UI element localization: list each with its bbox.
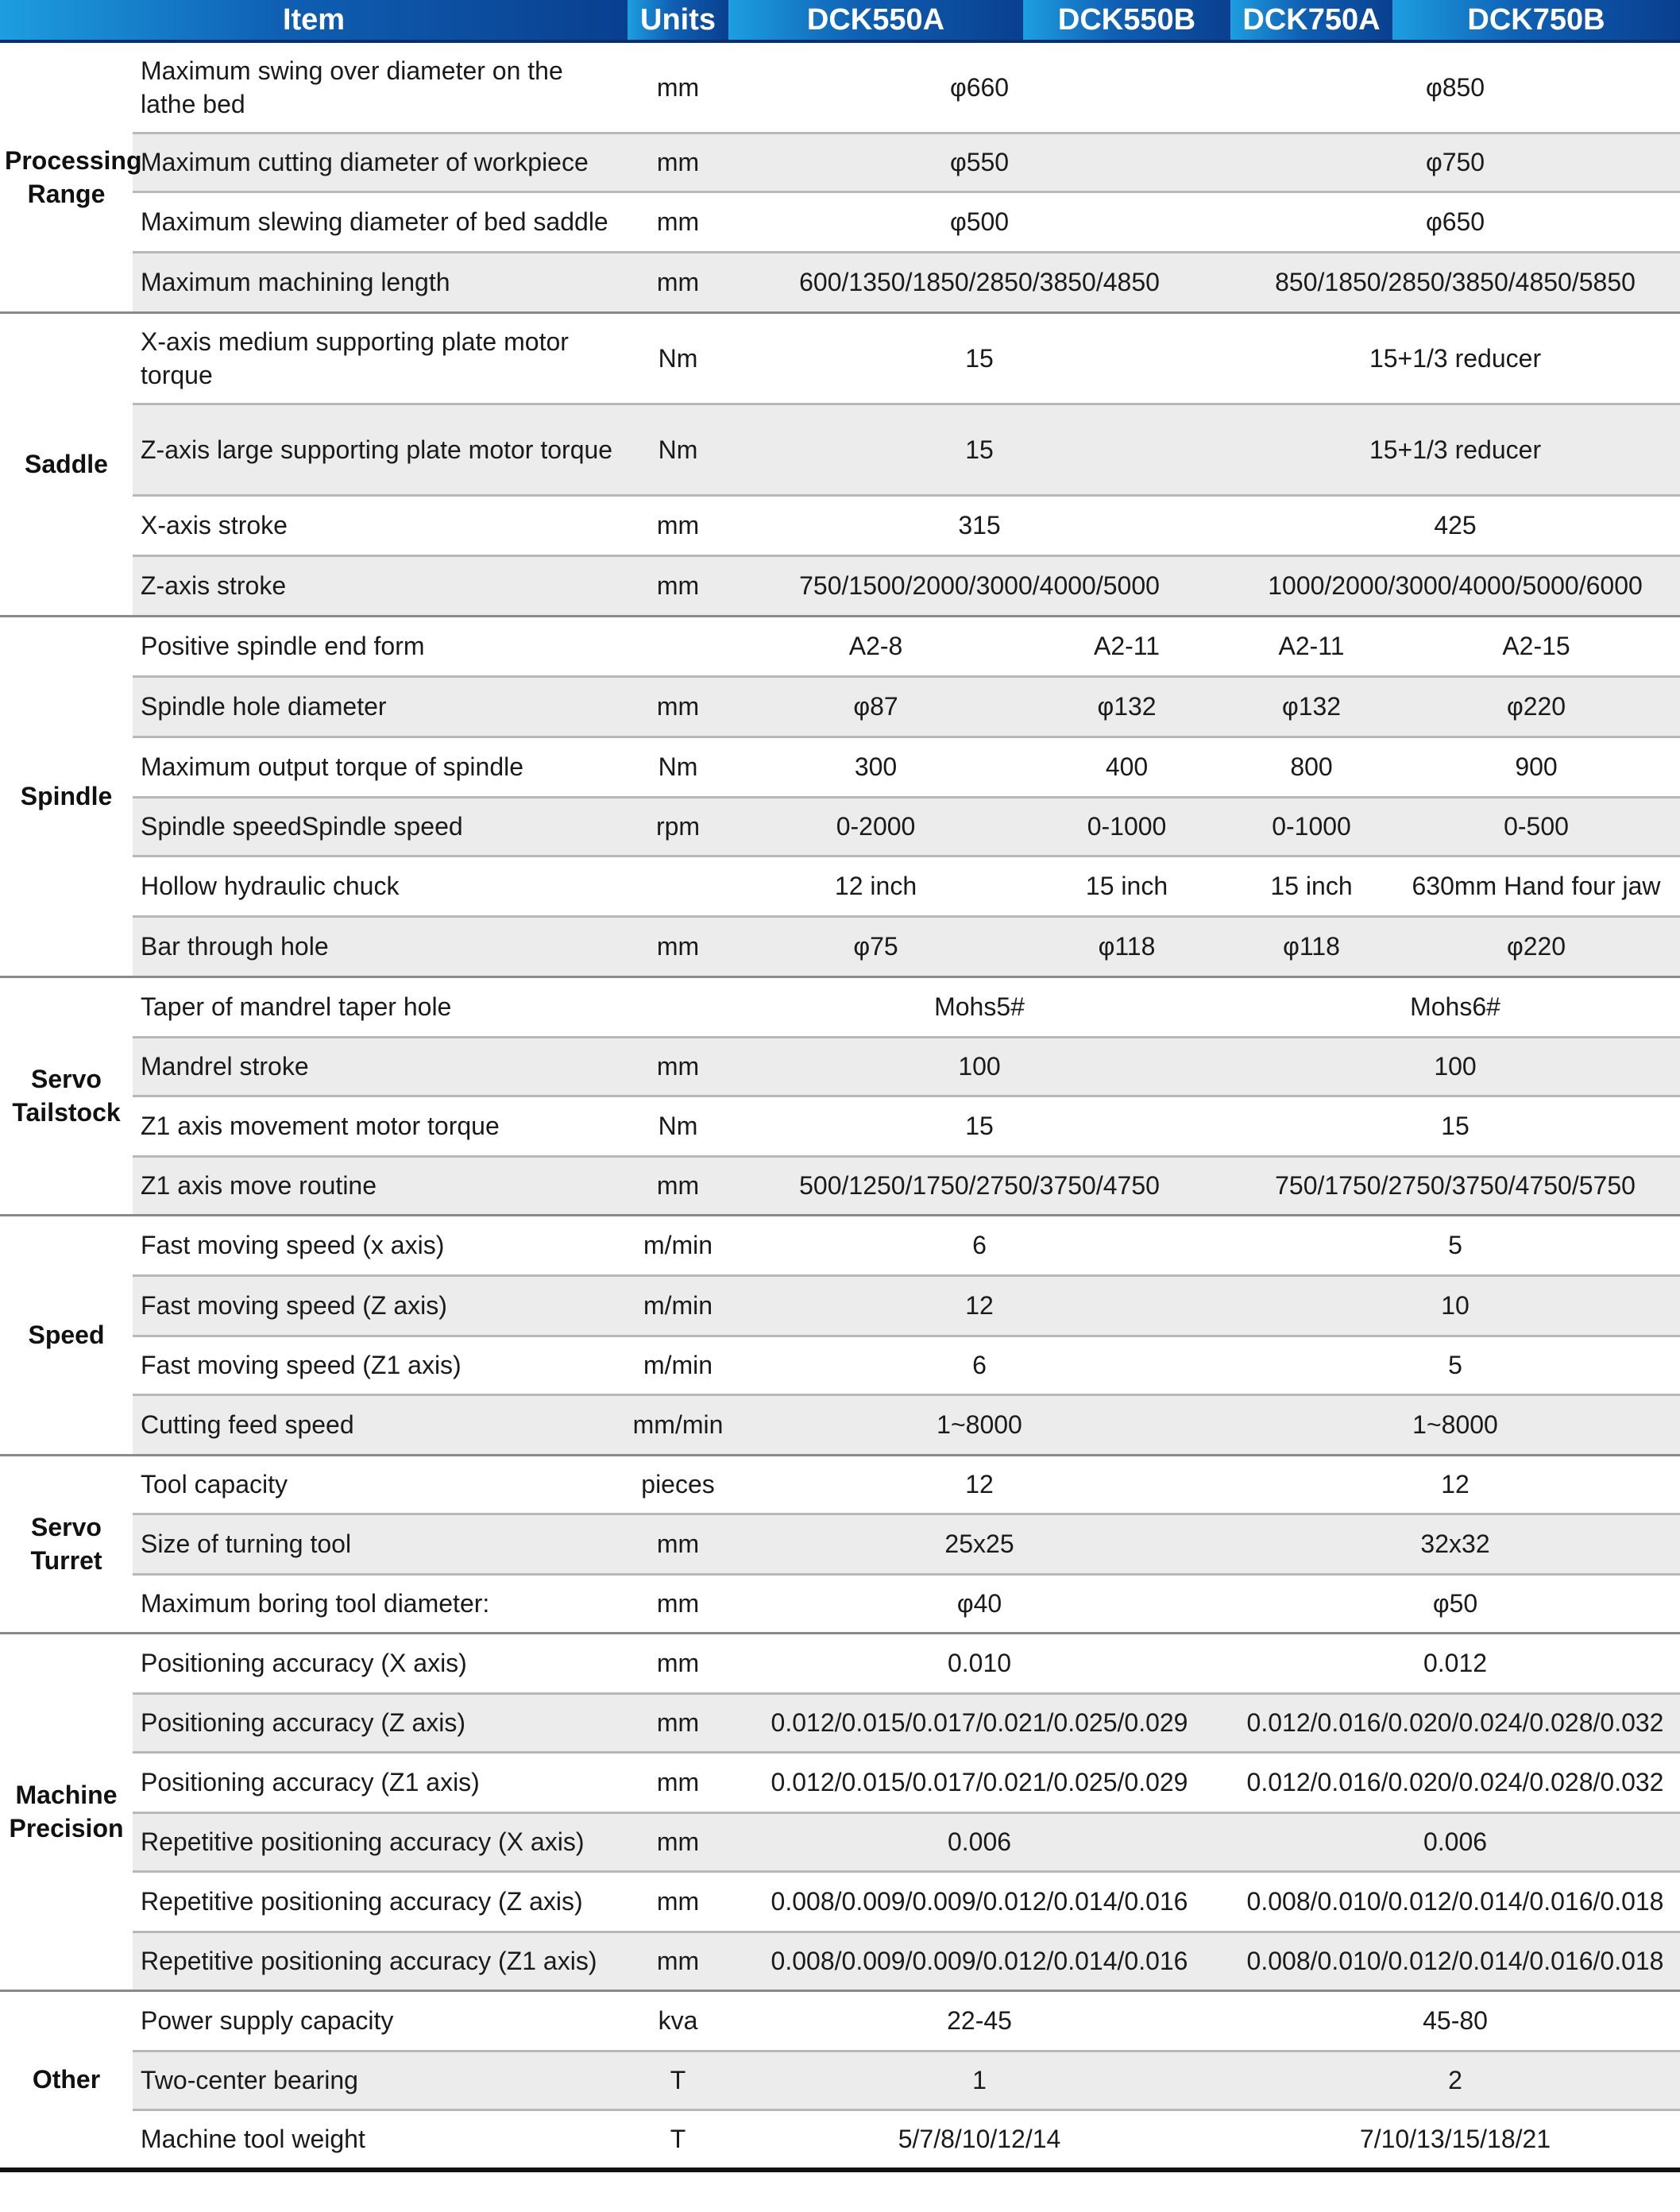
table-header bbox=[0, 0, 1680, 41]
unit-cell: mm bbox=[628, 1156, 728, 1215]
value-cell: 0.012/0.015/0.017/0.021/0.025/0.029 bbox=[728, 1752, 1230, 1812]
item-name: Taper of mandrel taper hole bbox=[133, 976, 628, 1037]
item-name: Fast moving speed (Z1 axis) bbox=[133, 1336, 628, 1394]
value-cell: Mohs5# bbox=[728, 976, 1230, 1037]
unit-cell bbox=[628, 976, 728, 1037]
value-cell: 300 bbox=[728, 737, 1023, 797]
value-cell: 750/1500/2000/3000/4000/5000 bbox=[728, 555, 1230, 616]
item-name: Bar through hole bbox=[133, 916, 628, 976]
item-name: Positioning accuracy (X axis) bbox=[133, 1633, 628, 1693]
table-row bbox=[0, 1156, 1680, 1215]
unit-cell: mm bbox=[628, 133, 728, 191]
item-name: Maximum output torque of spindle bbox=[133, 737, 628, 797]
header-model-dck550a: DCK550A bbox=[728, 0, 1023, 41]
value-cell: 0.012 bbox=[1230, 1633, 1680, 1693]
unit-cell: mm bbox=[628, 191, 728, 252]
unit-cell: T bbox=[628, 2051, 728, 2110]
value-cell: 15 bbox=[728, 404, 1230, 495]
value-cell: 400 bbox=[1023, 737, 1230, 797]
value-cell: φ220 bbox=[1392, 916, 1680, 976]
item-name: Repetitive positioning accuracy (X axis) bbox=[133, 1812, 628, 1871]
value-cell: 6 bbox=[728, 1215, 1230, 1275]
unit-cell: mm bbox=[628, 1871, 728, 1932]
value-cell: 5 bbox=[1230, 1336, 1680, 1394]
item-name: Repetitive positioning accuracy (Z1 axis) bbox=[133, 1932, 628, 1990]
table-row bbox=[0, 1871, 1680, 1932]
table-row bbox=[0, 2110, 1680, 2170]
value-cell: 800 bbox=[1230, 737, 1392, 797]
value-cell: φ40 bbox=[956, 1589, 1002, 1618]
value-cell: φ550 bbox=[728, 133, 1230, 191]
unit-cell: mm/min bbox=[628, 1394, 728, 1455]
value-cell: 15 bbox=[1230, 1096, 1680, 1156]
value-cell: 1 bbox=[728, 2051, 1230, 2110]
table-row bbox=[0, 555, 1680, 616]
category-label: Servo Tailstock bbox=[0, 976, 133, 1215]
group-4 bbox=[0, 1215, 1680, 1455]
table-row bbox=[0, 1514, 1680, 1574]
value-cell: 600/1350/1850/2850/3850/4850 bbox=[728, 252, 1230, 312]
table-row bbox=[0, 616, 1680, 676]
unit-cell: mm bbox=[628, 1812, 728, 1871]
value-cell: 15+1/3 reducer bbox=[1230, 312, 1680, 404]
item-name: Maximum swing over diameter on the lathe bed bbox=[133, 41, 628, 133]
value-cell: 15 bbox=[728, 1096, 1230, 1156]
value-cell: φ118 bbox=[1230, 916, 1392, 976]
value-cell: φ660 bbox=[728, 41, 1230, 133]
value-cell: 0.008/0.010/0.012/0.014/0.016/0.018 bbox=[1230, 1932, 1680, 1990]
value-cell: 0.008/0.010/0.012/0.014/0.016/0.018 bbox=[1230, 1871, 1680, 1932]
item-name: Maximum machining length bbox=[133, 252, 628, 312]
table-row bbox=[0, 1633, 1680, 1693]
item-name: Positioning accuracy (Z axis) bbox=[133, 1693, 628, 1752]
value-cell: 750/1750/2750/3750/4750/5750 bbox=[1230, 1156, 1680, 1215]
item-name: Two-center bearing bbox=[133, 2051, 628, 2110]
unit-cell: mm bbox=[628, 1752, 728, 1812]
value-cell: 15 inch bbox=[1023, 856, 1230, 916]
table-row bbox=[0, 1932, 1680, 1990]
table-row bbox=[0, 312, 1680, 404]
group-0 bbox=[0, 41, 1680, 312]
value-cell: 425 bbox=[1230, 495, 1680, 555]
category-label: Servo Turret bbox=[0, 1455, 133, 1633]
value-cell: 630mm Hand four jaw bbox=[1392, 856, 1680, 916]
value-cell: A2-8 bbox=[728, 616, 1023, 676]
value-cell: 0.010 bbox=[728, 1633, 1230, 1693]
table-row bbox=[0, 2051, 1680, 2110]
item-name: Positive spindle end form bbox=[133, 616, 628, 676]
table-row bbox=[0, 1455, 1680, 1514]
value-cell: A2-11 bbox=[1023, 616, 1230, 676]
unit-cell: pieces bbox=[628, 1455, 728, 1514]
value-cell: 15 inch bbox=[1230, 856, 1392, 916]
value-cell: 0-2000 bbox=[728, 797, 1023, 856]
value-cell: φ500 bbox=[728, 191, 1230, 252]
table-row bbox=[0, 797, 1680, 856]
unit-cell: m/min bbox=[628, 1275, 728, 1336]
unit-cell: mm bbox=[628, 252, 728, 312]
table-row bbox=[0, 1394, 1680, 1455]
unit-cell: Nm bbox=[628, 404, 728, 495]
value-cell: 15 bbox=[728, 312, 1230, 404]
unit-cell: mm bbox=[628, 555, 728, 616]
value-cell: φ850 bbox=[1230, 41, 1680, 133]
unit-cell: mm bbox=[628, 41, 728, 133]
value-cell: 12 bbox=[728, 1275, 1230, 1336]
value-cell: 45-80 bbox=[1230, 1990, 1680, 2051]
unit-cell: m/min bbox=[628, 1336, 728, 1394]
value-cell: 0.008/0.009/0.009/0.012/0.014/0.016 bbox=[728, 1871, 1230, 1932]
unit-cell: mm bbox=[628, 1037, 728, 1096]
value-cell: 1~8000 bbox=[1230, 1394, 1680, 1455]
value-cell: 850/1850/2850/3850/4850/5850 bbox=[1230, 252, 1680, 312]
table-row bbox=[0, 1752, 1680, 1812]
value-cell: 2 bbox=[1230, 2051, 1680, 2110]
value-cell: 12 bbox=[1230, 1455, 1680, 1514]
table-row bbox=[0, 737, 1680, 797]
value-cell: 0.012/0.016/0.020/0.024/0.028/0.032 bbox=[1230, 1752, 1680, 1812]
value-cell: 22-45 bbox=[728, 1990, 1230, 2051]
unit-cell: mm bbox=[628, 1693, 728, 1752]
unit-cell: T bbox=[670, 2125, 686, 2154]
value-cell: 900 bbox=[1392, 737, 1680, 797]
category-label: Spindle bbox=[0, 616, 133, 976]
table-row bbox=[0, 916, 1680, 976]
value-cell: φ132 bbox=[1230, 676, 1392, 737]
header-model-dck750b: DCK750B bbox=[1392, 0, 1680, 41]
item-name: Z1 axis move routine bbox=[133, 1156, 628, 1215]
item-name: Fast moving speed (x axis) bbox=[133, 1215, 628, 1275]
header-item: Item bbox=[0, 0, 628, 41]
value-cell: φ220 bbox=[1392, 676, 1680, 737]
table-row bbox=[0, 1336, 1680, 1394]
header-model-dck750a: DCK750A bbox=[1230, 0, 1392, 41]
unit-cell: m/min bbox=[628, 1215, 728, 1275]
value-cell: 0-1000 bbox=[1023, 797, 1230, 856]
value-cell: 32x32 bbox=[1230, 1514, 1680, 1574]
table-row bbox=[0, 191, 1680, 252]
table-row bbox=[0, 404, 1680, 495]
value-cell: 315 bbox=[728, 495, 1230, 555]
category-label: Processing Range bbox=[0, 41, 133, 312]
item-name: Z-axis large supporting plate motor torque bbox=[133, 404, 628, 495]
item-name: Z1 axis movement motor torque bbox=[133, 1096, 628, 1156]
value-cell: 12 bbox=[728, 1455, 1230, 1514]
value-cell: 12 inch bbox=[728, 856, 1023, 916]
table-row bbox=[0, 1812, 1680, 1871]
unit-cell: Nm bbox=[628, 312, 728, 404]
unit-cell bbox=[628, 616, 728, 676]
item-name: Maximum boring tool diameter: bbox=[141, 1589, 490, 1618]
value-cell: φ118 bbox=[1023, 916, 1230, 976]
value-cell: 0-500 bbox=[1392, 797, 1680, 856]
value-cell: φ87 bbox=[728, 676, 1023, 737]
group-5 bbox=[0, 1455, 1680, 1633]
table-row bbox=[0, 1215, 1680, 1275]
table-row bbox=[0, 976, 1680, 1037]
table-row bbox=[0, 856, 1680, 916]
item-name: Spindle speedSpindle speed bbox=[133, 797, 628, 856]
item-name: X-axis medium supporting plate motor torque bbox=[133, 312, 628, 404]
unit-cell: Nm bbox=[628, 1096, 728, 1156]
category-label: Speed bbox=[0, 1215, 133, 1455]
unit-cell: mm bbox=[628, 495, 728, 555]
value-cell: 7/10/13/15/18/21 bbox=[1359, 2125, 1551, 2154]
table-row bbox=[0, 1096, 1680, 1156]
unit-cell: mm bbox=[656, 1589, 700, 1618]
value-cell: 100 bbox=[1230, 1037, 1680, 1096]
item-name: Mandrel stroke bbox=[133, 1037, 628, 1096]
value-cell: 0.012/0.015/0.017/0.021/0.025/0.029 bbox=[728, 1693, 1230, 1752]
table-row bbox=[0, 1693, 1680, 1752]
table-row bbox=[0, 676, 1680, 737]
table-row bbox=[0, 252, 1680, 312]
category-label: Saddle bbox=[0, 312, 133, 616]
value-cell: 0.006 bbox=[728, 1812, 1230, 1871]
unit-cell: mm bbox=[628, 676, 728, 737]
item-name: Machine tool weight bbox=[141, 2125, 365, 2154]
value-cell: 1~8000 bbox=[728, 1394, 1230, 1455]
value-cell: 0-1000 bbox=[1230, 797, 1392, 856]
group-3 bbox=[0, 976, 1680, 1215]
category-label: Machine Precision bbox=[0, 1633, 133, 1990]
unit-cell bbox=[628, 856, 728, 916]
value-cell: 25x25 bbox=[728, 1514, 1230, 1574]
unit-cell: kva bbox=[628, 1990, 728, 2051]
value-cell: φ75 bbox=[728, 916, 1023, 976]
item-name: Cutting feed speed bbox=[133, 1394, 628, 1455]
value-cell: 5/7/8/10/12/14 bbox=[898, 2125, 1061, 2154]
table-row bbox=[0, 495, 1680, 555]
value-cell: φ750 bbox=[1230, 133, 1680, 191]
item-name: Size of turning tool bbox=[133, 1514, 628, 1574]
value-cell: φ50 bbox=[1432, 1589, 1478, 1618]
unit-cell: mm bbox=[628, 916, 728, 976]
table-row bbox=[0, 1275, 1680, 1336]
value-cell: 0.008/0.009/0.009/0.012/0.014/0.016 bbox=[728, 1932, 1230, 1990]
unit-cell: rpm bbox=[628, 797, 728, 856]
value-cell: φ132 bbox=[1023, 676, 1230, 737]
value-cell: A2-11 bbox=[1230, 616, 1392, 676]
item-name: Spindle hole diameter bbox=[133, 676, 628, 737]
value-cell: φ650 bbox=[1230, 191, 1680, 252]
header-model-dck550b: DCK550B bbox=[1023, 0, 1230, 41]
group-1 bbox=[0, 312, 1680, 616]
value-cell: 15+1/3 reducer bbox=[1230, 404, 1680, 495]
value-cell: 100 bbox=[728, 1037, 1230, 1096]
group-6 bbox=[0, 1633, 1680, 1990]
header-row bbox=[0, 0, 1680, 41]
unit-cell: mm bbox=[628, 1514, 728, 1574]
value-cell: 10 bbox=[1230, 1275, 1680, 1336]
item-name: Tool capacity bbox=[133, 1455, 628, 1514]
value-cell: 5 bbox=[1230, 1215, 1680, 1275]
item-name: Hollow hydraulic chuck bbox=[133, 856, 628, 916]
item-name: Repetitive positioning accuracy (Z axis) bbox=[133, 1871, 628, 1932]
header-units: Units bbox=[628, 0, 728, 41]
unit-cell: mm bbox=[628, 1932, 728, 1990]
value-cell: Mohs6# bbox=[1230, 976, 1680, 1037]
unit-cell: Nm bbox=[628, 737, 728, 797]
value-cell: 0.012/0.016/0.020/0.024/0.028/0.032 bbox=[1230, 1693, 1680, 1752]
value-cell: 6 bbox=[728, 1336, 1230, 1394]
item-name: Positioning accuracy (Z1 axis) bbox=[133, 1752, 628, 1812]
table-row bbox=[0, 41, 1680, 133]
item-name: Z-axis stroke bbox=[133, 555, 628, 616]
category-label: Other bbox=[0, 1990, 133, 2170]
item-name: Maximum slewing diameter of bed saddle bbox=[133, 191, 628, 252]
value-cell: A2-15 bbox=[1392, 616, 1680, 676]
item-name: Power supply capacity bbox=[133, 1990, 628, 2051]
item-name: Maximum cutting diameter of workpiece bbox=[133, 133, 628, 191]
table-row bbox=[0, 1990, 1680, 2051]
unit-cell: mm bbox=[628, 1633, 728, 1693]
item-name: Fast moving speed (Z axis) bbox=[133, 1275, 628, 1336]
table-row bbox=[0, 1574, 1680, 1633]
value-cell: 500/1250/1750/2750/3750/4750 bbox=[728, 1156, 1230, 1215]
value-cell: 0.006 bbox=[1230, 1812, 1680, 1871]
table-row bbox=[0, 133, 1680, 191]
value-cell: 1000/2000/3000/4000/5000/6000 bbox=[1230, 555, 1680, 616]
group-2 bbox=[0, 616, 1680, 976]
table-row bbox=[0, 1037, 1680, 1096]
item-name: X-axis stroke bbox=[133, 495, 628, 555]
group-7 bbox=[0, 1990, 1680, 2170]
